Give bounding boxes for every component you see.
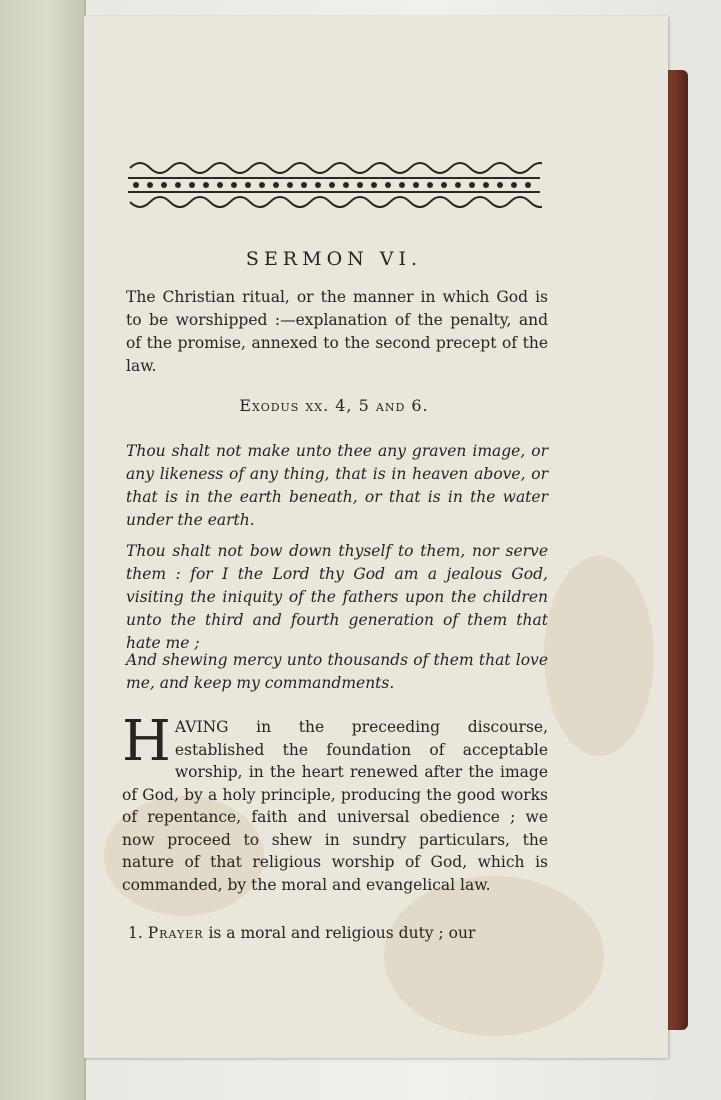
sermon-argument: The Christian ritual, or the manner in which God is to be worshipped :—explanation of the penalty, and of the promise, annexed to the second precept of the law.: [126, 288, 548, 375]
scripture-verse-4: Thou shalt not make unto thee any graven image, or any likeness of any thing, that is in heaven above, or that is in the earth beneath, or that is in the water under the earth.: [126, 442, 548, 529]
opening-paragraph-text: in the preceeding discourse, established the foundation of acceptable worship, in the heart renewed after the image of God, by a holy principle, producing the good works of repentance, faith and universal obedience ; we now proceed to shew in sundry particulars, the nature of that religious worship of God, which is commanded, by the moral and evangelical law.: [122, 718, 548, 894]
book-page: [84, 16, 668, 1058]
next-paragraph-text: is a moral and religious duty ; our: [203, 924, 476, 942]
next-paragraph: [128, 922, 548, 945]
paragraph-number: 1.: [128, 924, 143, 942]
scripture-verse-5: Thou shalt not bow down thyself to them, nor serve them : for I the Lord thy God am a jealous God, visiting the iniquity of the fathers upon the children unto the third and fourth generation of them that hate me ;: [126, 542, 548, 652]
sermon-heading: SERMON VI.: [245, 248, 423, 270]
opening-paragraph: [122, 709, 548, 896]
scripture-verse-6: And shewing mercy unto thousands of them that love me, and keep my commandments.: [126, 651, 548, 692]
scripture-reference: Exodus xx. 4, 5 and 6.: [239, 396, 429, 415]
foxing-stain: [544, 556, 654, 756]
opening-word: AVING: [174, 718, 229, 736]
decorative-border-ornament-icon: [126, 156, 542, 210]
drop-cap-letter: H: [122, 709, 171, 774]
facing-page-edge: [0, 0, 86, 1100]
foxing-stain: [384, 876, 604, 1036]
paragraph-lead-word: Prayer: [147, 924, 204, 942]
